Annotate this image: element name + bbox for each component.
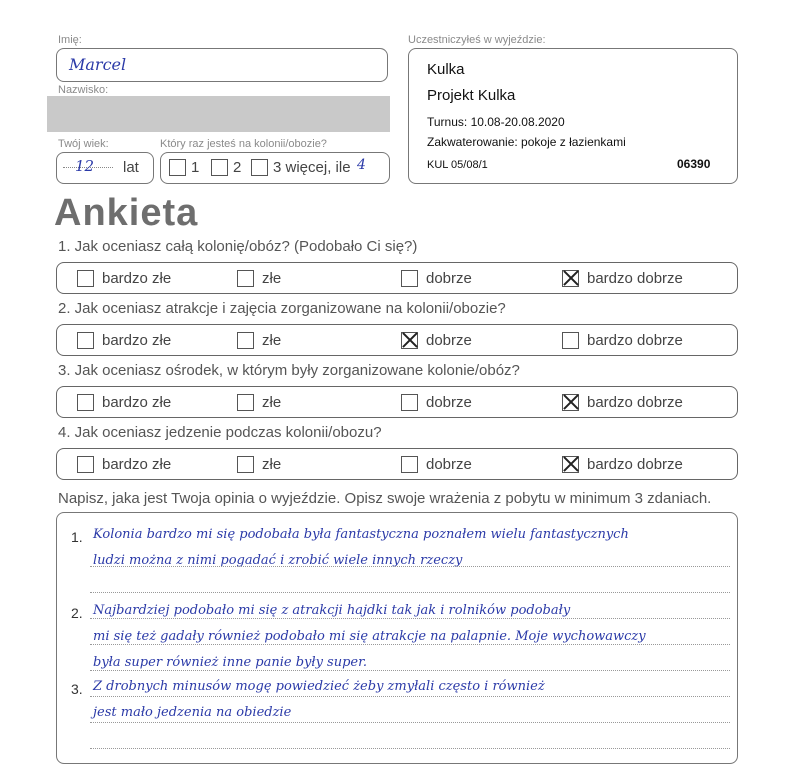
age-field[interactable] [56, 152, 154, 184]
question-3-option-3[interactable] [401, 387, 472, 417]
writing-line [90, 696, 730, 697]
option-label: dobrze [426, 269, 472, 287]
question-1-option-2[interactable] [237, 263, 281, 293]
checkbox-icon[interactable] [77, 456, 94, 473]
trip-code: KUL 05/08/1 [427, 159, 488, 171]
question-4-label: 4. Jak oceniasz jedzenie podczas kolonii/obozu? [58, 424, 382, 441]
question-1-option-1[interactable] [77, 263, 171, 293]
option-label: bardzo złe [102, 393, 172, 411]
page-title: Ankieta [54, 192, 199, 234]
checked-checkbox-icon[interactable] [562, 270, 579, 287]
answer-1-line-1: Kolonia bardzo mi się podobała była fantastyczna poznałem wielu fantastycznych [93, 527, 629, 542]
trip-number: 06390 [677, 157, 711, 171]
surname-redacted [47, 96, 390, 132]
option-label: bardzo dobrze [587, 331, 683, 349]
option-label: bardzo dobrze [587, 455, 683, 473]
answer-3-num: 3. [71, 681, 83, 697]
writing-line [90, 592, 730, 593]
option-label: bardzo dobrze [587, 269, 683, 287]
times-field [160, 152, 390, 184]
answer-2-line-2: mi się też gadały również podobało mi się atrakcje na palapnie. Moje wychowawczy [93, 629, 646, 644]
option-label: dobrze [426, 455, 472, 473]
option-label: złe [262, 393, 282, 411]
times-value: 4 [357, 157, 366, 173]
question-2-label: 2. Jak oceniasz atrakcje i zajęcia zorganizowane na kolonii/obozie? [58, 300, 506, 317]
question-3-option-4[interactable] [562, 387, 683, 417]
question-1-label: 1. Jak oceniasz całą kolonię/obóz? (Podobało Ci się?) [58, 238, 418, 255]
checkbox-icon[interactable] [237, 456, 254, 473]
question-3-answers [56, 386, 738, 418]
question-4-option-2[interactable] [237, 449, 281, 479]
writing-line [90, 748, 730, 749]
question-3-option-2[interactable] [237, 387, 281, 417]
answer-1-num: 1. [71, 529, 83, 545]
trip-accommodation: Zakwaterowanie: pokoje z łazienkami [427, 135, 626, 149]
question-4-option-3[interactable] [401, 449, 472, 479]
participated-label: Uczestniczyłeś w wyjeździe: [408, 34, 546, 46]
opinion-box[interactable] [56, 512, 738, 764]
age-unit: lat [123, 159, 139, 176]
trip-info-box [408, 48, 738, 184]
trip-turnus: Turnus: 10.08-20.08.2020 [427, 115, 565, 129]
answer-3-line-1: Z drobnych minusów mogę powiedzieć żeby zmyłali często i również [93, 679, 545, 694]
age-label: Twój wiek: [58, 138, 109, 150]
question-3-label: 3. Jak oceniasz ośrodek, w którym były zorganizowane kolonie/obóz? [58, 362, 520, 379]
question-4-option-4[interactable] [562, 449, 683, 479]
checkbox-icon[interactable] [77, 332, 94, 349]
checked-checkbox-icon[interactable] [562, 456, 579, 473]
option-label: dobrze [426, 331, 472, 349]
question-2-option-1[interactable] [77, 325, 171, 355]
option-label: bardzo złe [102, 455, 172, 473]
option-label: złe [262, 331, 282, 349]
checkbox-icon[interactable] [77, 270, 94, 287]
question-2-answers [56, 324, 738, 356]
checkbox-icon[interactable] [237, 394, 254, 411]
checkbox-icon[interactable] [401, 456, 418, 473]
option-label: złe [262, 269, 282, 287]
checkbox-icon[interactable] [401, 394, 418, 411]
question-4-option-1[interactable] [77, 449, 171, 479]
trip-line1: Kulka [427, 61, 465, 78]
question-3-option-1[interactable] [77, 387, 171, 417]
times-label: Który raz jesteś na kolonii/obozie? [160, 138, 327, 150]
checked-checkbox-icon[interactable] [562, 394, 579, 411]
times-option-2: 2 [233, 159, 242, 176]
question-1-option-4[interactable] [562, 263, 683, 293]
checkbox-icon[interactable] [77, 394, 94, 411]
name-field[interactable] [56, 48, 388, 82]
name-value: Marcel [69, 55, 127, 74]
option-label: dobrze [426, 393, 472, 411]
answer-2-line-1: Najbardziej podobało mi się z atrakcji hajdki tak jak i rolników podobały [93, 603, 571, 618]
times-option-3-checkbox[interactable] [251, 159, 268, 177]
question-2-option-2[interactable] [237, 325, 281, 355]
opinion-prompt: Napisz, jaka jest Twoja opinia o wyjeździe. Opisz swoje wrażenia z pobytu w minimum 3 zdaniach. [58, 490, 712, 507]
checkbox-icon[interactable] [562, 332, 579, 349]
checked-checkbox-icon[interactable] [401, 332, 418, 349]
option-label: bardzo złe [102, 269, 172, 287]
question-4-answers [56, 448, 738, 480]
name-label: Imię: [58, 34, 82, 46]
answer-2-num: 2. [71, 605, 83, 621]
option-label: bardzo dobrze [587, 393, 683, 411]
trip-line2: Projekt Kulka [427, 87, 516, 104]
times-option-1: 1 [191, 159, 200, 176]
answer-3-line-2: jest mało jedzenia na obiedzie [93, 705, 292, 720]
checkbox-icon[interactable] [401, 270, 418, 287]
checkbox-icon[interactable] [237, 332, 254, 349]
question-2-option-3[interactable] [401, 325, 472, 355]
question-1-option-3[interactable] [401, 263, 472, 293]
question-2-option-4[interactable] [562, 325, 683, 355]
times-option-2-checkbox[interactable] [211, 159, 228, 177]
writing-line [90, 670, 730, 671]
age-value: 12 [75, 157, 95, 175]
writing-line [90, 722, 730, 723]
option-label: złe [262, 455, 282, 473]
checkbox-icon[interactable] [237, 270, 254, 287]
answer-2-line-3: była super również inne panie były super. [93, 655, 368, 670]
times-option-3: 3 więcej, ile [273, 159, 351, 176]
question-1-answers [56, 262, 738, 294]
writing-line [90, 566, 730, 567]
surname-label: Nazwisko: [58, 84, 109, 96]
writing-line [90, 644, 730, 645]
writing-line [90, 618, 730, 619]
option-label: bardzo złe [102, 331, 172, 349]
answer-1-line-2: ludzi można z nimi pogadać i zrobić wiele innych rzeczy [93, 553, 463, 568]
times-option-1-checkbox[interactable] [169, 159, 186, 177]
